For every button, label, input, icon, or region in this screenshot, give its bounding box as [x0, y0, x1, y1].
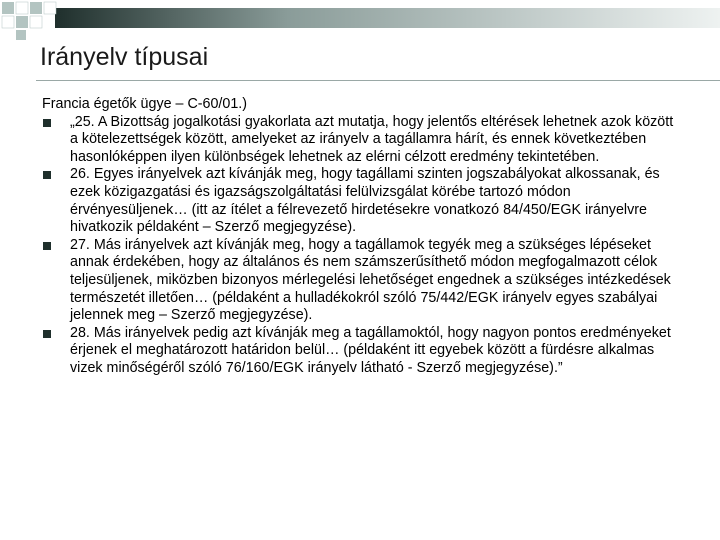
list-item-text: „25. A Bizottság jogalkotási gyakorlata azt mutatja, hogy jelentős eltérések lehetnek azok között a kötelezettségek között, amelyeket az irányelv a tagállamra hárít, és ennek következtében hasonlóképpen ilyen különbségek lehetnek az elérni célzott eredmény tekintetében. — [70, 113, 674, 165]
deco-square — [16, 2, 28, 14]
list-item-text: 28. Más irányelvek pedig azt kívánják meg a tagállamoktól, hogy nagyon pontos eredményeket érjenek el meghatározott határidon belül… (példaként itt egyebek között a fürdésre alkalmas vizek minőségéről szóló 76/160/EGK irányelv látható - Szerző megjegyzése).” — [70, 324, 671, 376]
list-item — [42, 166, 682, 236]
deco-square — [44, 2, 56, 14]
slide-title: Irányelv típusai — [40, 43, 209, 71]
deco-square — [16, 30, 26, 40]
title-divider — [36, 80, 720, 81]
list-item — [42, 325, 682, 378]
square-bullet-icon — [43, 171, 51, 179]
deco-square — [16, 16, 28, 28]
deco-square — [30, 2, 42, 14]
decorative-squares — [0, 0, 720, 40]
square-bullet-icon — [43, 119, 51, 127]
header-band — [55, 8, 720, 28]
list-item — [42, 114, 682, 167]
deco-square — [2, 16, 14, 28]
square-bullet-icon — [43, 242, 51, 250]
list-item-text: 27. Más irányelvek azt kívánják meg, hogy a tagállamok tegyék meg a szükséges lépéseket annak érdekében, hogy az általános és nem számszerűsíthető módon megfogalmazott célok teljesüljenek, miközben bizonyos mérlegelési lehetőséget engednek a szükséges intézkedések természetét illetően… (példaként a hulladékokról szóló 75/442/EGK irányelv egyes szabályai jelennek meg – Szerző megjegyzése). — [70, 236, 671, 324]
deco-square — [2, 2, 14, 14]
list-item-text: 26. Egyes irányelvek azt kívánják meg, hogy tagállami szinten jogszabályokat alkossanak, és ezek közigazgatási és igazságszolgáltatási felülvizsgálat körébe tartozó módon érvényesüljenek… (itt az ítélet a félrevezető hirdetésekre vonatkozó 84/450/EGK irányelvre hivatkozik példaként – Szerző megjegyzése). — [70, 166, 660, 236]
deco-square — [30, 16, 42, 28]
slide-body — [42, 96, 682, 378]
square-bullet-icon — [43, 330, 51, 338]
intro-line: Francia égetők ügye – C-60/01.) — [42, 96, 248, 112]
list-item — [42, 237, 682, 325]
